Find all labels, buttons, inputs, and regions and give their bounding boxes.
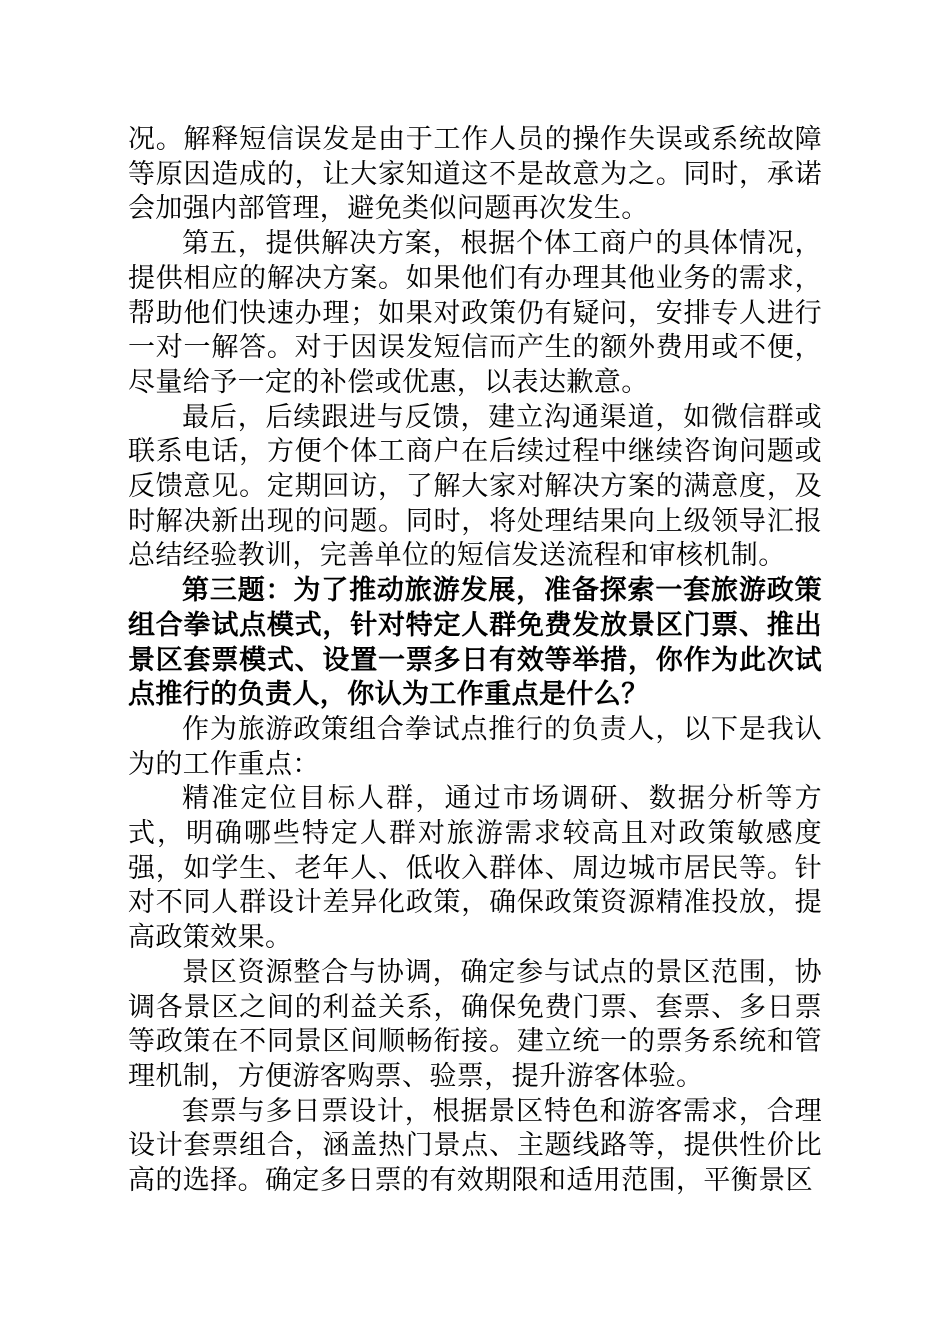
paragraph-question-three-title: 第三题：为了推动旅游发展，准备探索一套旅游政策组合拳试点模式，针对特定人群免费发放景区门票、推出景区套票模式、设置一票多日有效等举措，你作为此次试点推行的负责人，你认为工作重点是什么？ — [128, 575, 822, 710]
paragraph-target-audience: 精准定位目标人群，通过市场调研、数据分析等方式，明确哪些特定人群对旅游需求较高且对政策敏感度强，如学生、老年人、低收入群体、周边城市居民等。针对不同人群设计差异化政策，确保政策资源精准投放，提高政策效果。 — [128, 783, 822, 953]
paragraph-point-five: 第五，提供解决方案，根据个体工商户的具体情况，提供相应的解决方案。如果他们有办理其他业务的需求，帮助他们快速办理；如果对政策仍有疑问，安排专人进行一对一解答。对于因误发短信而产生的额外费用或不便，尽量给予一定的补偿或优惠，以表达歉意。 — [128, 228, 822, 397]
paragraph-finally-followup: 最后，后续跟进与反馈，建立沟通渠道，如微信群或联系电话，方便个体工商户在后续过程中继续咨询问题或反馈意见。定期回访，了解大家对解决方案的满意度，及时解决新出现的问题。同时，将处理结果向上级领导汇报总结经验教训，完善单位的短信发送流程和审核机制。 — [128, 401, 822, 571]
paragraph-answer-intro: 作为旅游政策组合拳试点推行的负责人，以下是我认为的工作重点： — [128, 713, 822, 779]
paragraph-resource-coordination: 景区资源整合与协调，确定参与试点的景区范围，协调各景区之间的利益关系，确保免费门票、套票、多日票等政策在不同景区间顺畅衔接。建立统一的票务系统和管理机制，方便游客购票、验票，提升游客体验。 — [128, 956, 822, 1091]
paragraph-ticket-design: 套票与多日票设计，根据景区特色和游客需求，合理设计套票组合，涵盖热门景点、主题线路等，提供性价比高的选择。确定多日票的有效期限和适用范围，平衡景区 — [128, 1095, 822, 1196]
document-page — [128, 122, 822, 1198]
paragraph-continuation: 况。解释短信误发是由于工作人员的操作失误或系统故障等原因造成的，让大家知道这不是故意为之。同时，承诺会加强内部管理，避免类似问题再次发生。 — [128, 124, 822, 224]
